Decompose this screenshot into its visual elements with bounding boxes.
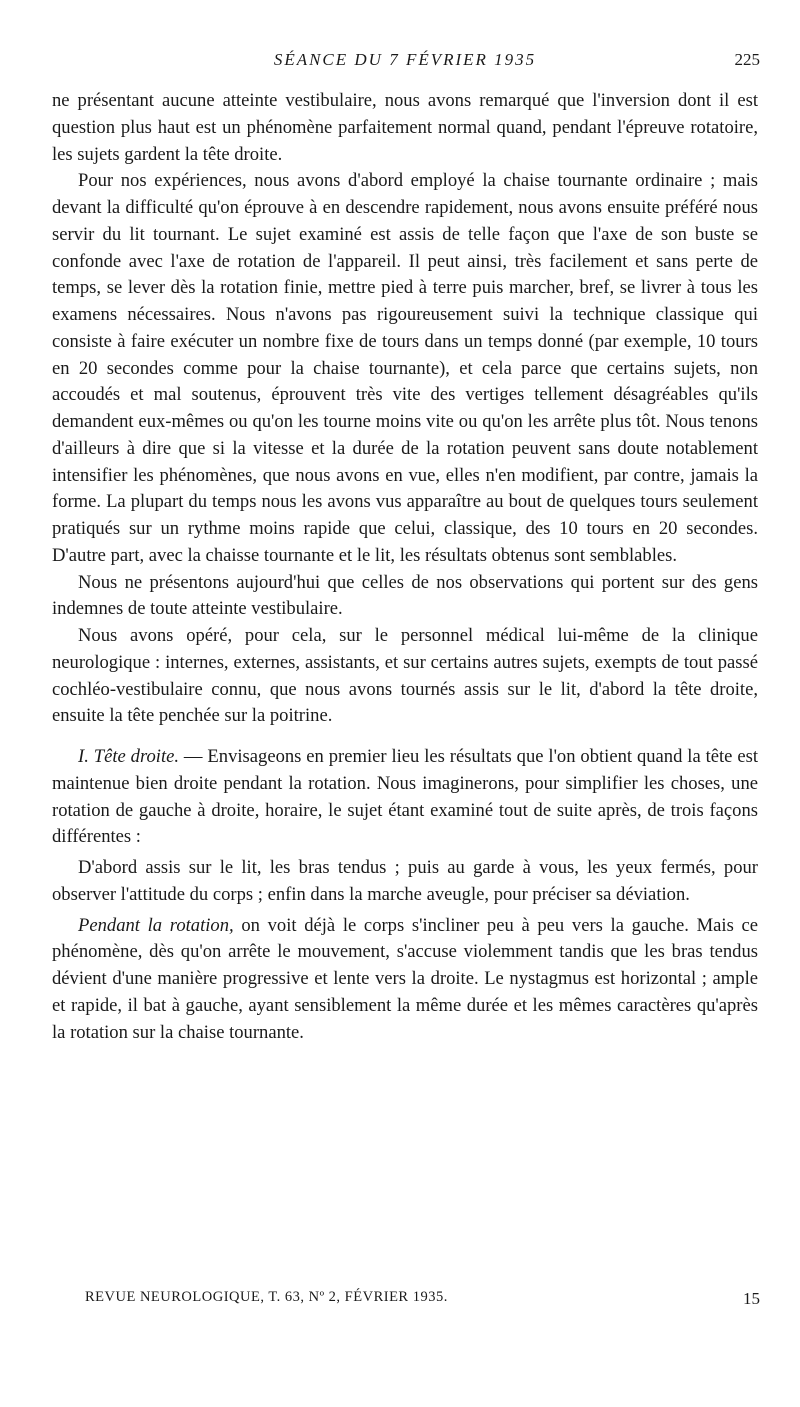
rotation-text: on voit déjà le corps s'incliner peu à peu vers la gauche. Mais ce phénomène, dès qu'on arrête le mouvement, s'accuse violemment tandis que les bras tendus dévient d'une manière progressive et lente vers la droite. Le nystagmus est horizontal ; ample et rapide, il bat à gauche, ayant sensiblement la même durée et les mêmes caractères qu'après la rotation sur la chaise tournante. xyxy=(52,914,758,1043)
paragraph-rotation xyxy=(52,913,758,1047)
section-head-paragraph xyxy=(52,744,758,851)
paragraph-experiments: Pour nos expériences, nous avons d'abord employé la chaise tournante ordinaire ; mais devant la difficulté qu'on éprouve à en descendre rapidement, nous avons ensuite préféré nous servir du lit tournant. Le sujet examiné est assis de telle façon que l'axe de son buste se confonde avec l'axe de rotation de l'appareil. Il peut ainsi, très facilement et sans perte de temps, se lever dès la rotation finie, mettre pied à terre puis marcher, bref, se livrer à tous les examens nécessaires. Nous n'avons pas rigoureusement suivi la technique classique qui consiste à faire exécuter un nombre fixe de tours dans un temps donné (par exemple, 10 tours en 20 secondes comme pour la chaise tournante), et cela parce que certains sujets, non accoudés et mal soutenus, éprouvent très vite des vertiges tellement désagréables qu'ils demandent eux-mêmes ou qu'on les tourne moins vite ou qu'on les arrête plus tôt. Nous tenons d'ailleurs à dire que si la vitesse et la durée de la rotation peuvent sans doute notablement intensifier les phénomènes, que nous avons en vue, elles n'en modifient, par contre, jamais la forme. La plupart du temps nous les avons vus apparaître au bout de quelques tours seulement pratiqués sur un rythme moins rapide que celui, classique, des 10 tours en 20 secondes. D'autre part, avec la chaisse tournante et le lit, les résultats obtenus sont semblables. xyxy=(52,170,758,566)
paragraph-subjects: Nous avons opéré, pour cela, sur le personnel médical lui-même de la clinique neurologique : internes, externes, assistants, et sur certains autres sujets, exempts de tout passé cochléo-vestibulaire connu, que nous avons tournés assis sur le lit, d'abord la tête droite, ensuite la tête penchée sur la poitrine. xyxy=(52,625,758,727)
page-number: 225 xyxy=(734,50,760,69)
body-text xyxy=(52,88,758,1046)
journal-citation: REVUE NEUROLOGIQUE, T. 63, Nº 2, FÉVRIER 1935. xyxy=(85,1289,448,1305)
paragraph-methods: D'abord assis sur le lit, les bras tendus ; puis au garde à vous, les yeux fermés, pour observer l'attitude du corps ; enfin dans la marche aveugle, pour préciser sa déviation. xyxy=(52,857,758,905)
paragraph-continuation: ne présentant aucune atteinte vestibulaire, nous avons remarqué que l'inversion dont il est question plus haut est un phénomène parfaitement normal quand, pendant l'épreuve rotatoire, les sujets gardent la tête droite. xyxy=(52,90,758,165)
running-title: SÉANCE DU 7 FÉVRIER 1935 xyxy=(273,50,537,69)
sheet-number: 15 xyxy=(743,1289,760,1308)
rotation-lead: Pendant la rotation, xyxy=(78,914,234,936)
paragraph-observations: Nous ne présentons aujourd'hui que celles de nos observations qui portent sur des gens indemnes de toute atteinte vestibulaire. xyxy=(52,571,758,620)
section-text: — Envisageons en premier lieu les résultats que l'on obtient quand la tête est maintenue bien droite pendant la rotation. Nous imaginerons, pour simplifier les choses, une rotation de gauche à droite, horaire, le sujet étant examiné tout de suite après, de trois façons différentes : xyxy=(52,746,758,848)
page-footer xyxy=(60,1289,760,1311)
section-label: I. Tête droite. xyxy=(78,746,180,767)
page-header xyxy=(50,50,760,74)
